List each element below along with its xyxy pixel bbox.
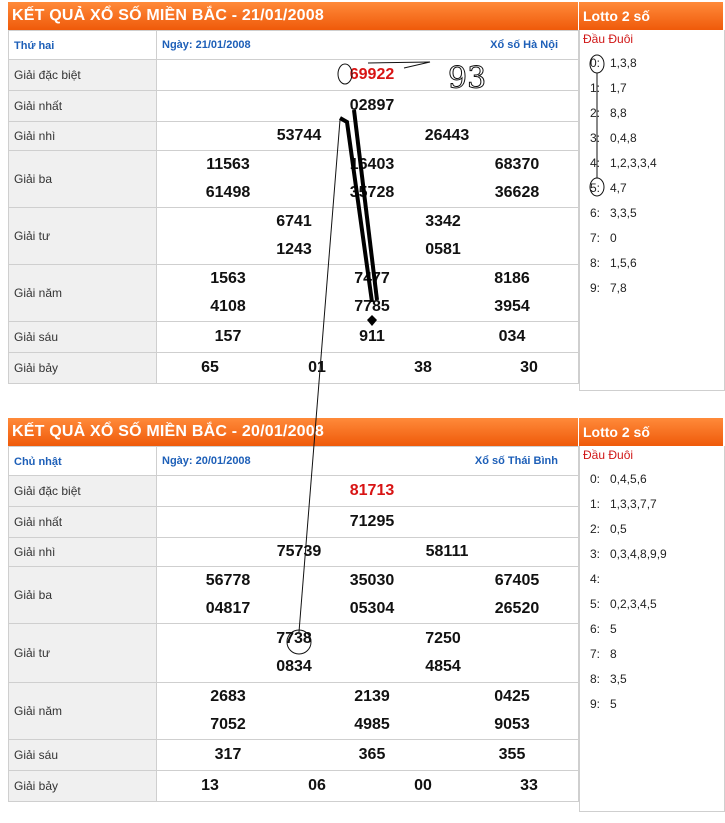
panel-title: KẾT QUẢ XỔ SỐ MIỀN BẮC - 20/01/2008: [12, 423, 324, 440]
lotto-row: 1: 1,7: [590, 81, 627, 95]
lotto-header: Đầu Đuôi: [583, 448, 634, 462]
draw-province: Xổ số Thái Bình: [474, 455, 558, 467]
result-panel-1: [8, 2, 723, 392]
lotto-title: Lotto 2 số: [583, 8, 650, 24]
results-table: [8, 30, 579, 384]
lotto-row: 0: 1,3,8: [590, 56, 637, 70]
prize-row-tu: [9, 208, 579, 265]
prize-number: 68370: [494, 156, 540, 173]
prize-label: Giải nhì: [9, 538, 157, 567]
prize-number: 4854: [425, 658, 461, 675]
prize-number: 33: [520, 777, 538, 794]
lotto-header: Đầu Đuôi: [583, 32, 634, 46]
prize-label: Giải ba: [9, 151, 157, 208]
prize-number: 3954: [494, 298, 530, 315]
prize-number: 56778: [205, 572, 251, 589]
prize-label: Giải năm: [9, 265, 157, 322]
panel-header: [8, 2, 723, 30]
prize-label: Giải nhất: [9, 507, 157, 538]
lotto-row: 4:: [590, 572, 601, 586]
prize-number: 157: [214, 328, 242, 345]
lotto-row: 5: 0,2,3,4,5: [590, 597, 657, 611]
prize-number: 16403: [349, 156, 395, 173]
prize-number: 2139: [354, 688, 390, 705]
lotto-row: 2: 8,8: [590, 106, 627, 120]
prize-number: 7785: [354, 298, 390, 315]
lotto-row: 8: 1,5,6: [590, 256, 637, 270]
prize-number: 4108: [210, 298, 246, 315]
prize-number: 365: [358, 746, 386, 763]
prize-number: 58111: [425, 543, 469, 560]
prize-number: 00: [414, 777, 432, 794]
prize-number: 911: [359, 328, 385, 345]
prize-number: 4985: [354, 716, 390, 733]
lotto-row: 9: 7,8: [590, 281, 627, 295]
prize-row-ba: [9, 567, 579, 624]
lotto-row: 6: 5: [590, 622, 617, 636]
prize-number: 35030: [349, 572, 395, 589]
prize-label: Giải sáu: [9, 322, 157, 353]
prize-number: 7250: [425, 630, 461, 647]
prize-label: Giải nhì: [9, 122, 157, 151]
lotto-row: 7: 0: [590, 231, 617, 245]
panel-title: KẾT QUẢ XỔ SỐ MIỀN BẮC - 21/01/2008: [12, 7, 324, 24]
handwritten-note: 93: [448, 61, 487, 96]
prize-number: 3342: [425, 213, 461, 230]
prize-label: Giải bảy: [9, 353, 157, 384]
prize-number: 6741: [276, 213, 312, 230]
prize-row-nhi: [9, 538, 579, 567]
prize-row-nam: [9, 265, 579, 322]
prize-row-nhi: [9, 122, 579, 151]
prize-row-sau: [9, 740, 579, 771]
prize-number: 11563: [206, 156, 250, 173]
prize-row-sau: [9, 322, 579, 353]
prize-row-nhat: [9, 91, 579, 122]
prize-number: 9053: [494, 716, 530, 733]
lotto-row: 4: 1,2,3,3,4: [590, 156, 657, 170]
prize-number: 36628: [494, 184, 540, 201]
prize-row-nhat: [9, 507, 579, 538]
lotto-row: 1: 1,3,3,7,7: [590, 497, 657, 511]
prize-number: 2683: [210, 688, 246, 705]
prize-number: 7477: [354, 270, 390, 287]
lotto-row: 6: 3,3,5: [590, 206, 637, 220]
prize-number: 1563: [210, 270, 246, 287]
prize-row-bay: [9, 353, 579, 384]
lotto-row: 0: 0,4,5,6: [590, 472, 647, 486]
prize-label: Giải tư: [9, 624, 157, 683]
prize-label: Giải năm: [9, 683, 157, 740]
prize-label: Giải đặc biệt: [9, 60, 157, 91]
lotto-row: 2: 0,5: [590, 522, 627, 536]
prize-row-tu: [9, 624, 579, 683]
prize-number: 67405: [494, 572, 540, 589]
prize-number: 30: [520, 359, 538, 376]
prize-label: Giải sáu: [9, 740, 157, 771]
draw-day: Thứ hai: [14, 40, 55, 52]
prize-row-ba: [9, 151, 579, 208]
prize-number: 53744: [276, 127, 322, 144]
prize-number: 1243: [276, 241, 312, 258]
prize-number: 26520: [494, 600, 540, 617]
prize-number: 38: [414, 359, 432, 376]
lotto-2-so-box: [579, 446, 725, 812]
prize-number: 65: [201, 359, 219, 376]
prize-number: 02897: [349, 97, 395, 114]
prize-number: 7052: [210, 716, 246, 733]
prize-number: 75739: [276, 543, 322, 560]
prize-number: 61498: [205, 184, 251, 201]
draw-date: Ngày: 21/01/2008: [162, 39, 251, 51]
lotto-row: 7: 8: [590, 647, 617, 661]
prize-number: 35728: [349, 184, 395, 201]
prize-label: Giải tư: [9, 208, 157, 265]
result-panel-2: [8, 418, 723, 813]
lotto-row: 3: 0,3,4,8,9,9: [590, 547, 667, 561]
results-table: [8, 446, 579, 802]
prize-row-dac-biet: [9, 476, 579, 507]
prize-label: Giải nhất: [9, 91, 157, 122]
lotto-row: 8: 3,5: [590, 672, 627, 686]
lotto-row: 9: 5: [590, 697, 617, 711]
prize-number: 317: [214, 746, 242, 763]
prize-number: 71295: [349, 513, 395, 530]
lotto-row: 3: 0,4,8: [590, 131, 637, 145]
prize-number: 01: [308, 359, 326, 376]
prize-number: 81713: [349, 482, 395, 499]
lotto-row: 5: 4,7: [590, 181, 627, 195]
prize-number: 8186: [494, 270, 530, 287]
prize-number: 355: [498, 746, 526, 763]
prize-number: 0581: [425, 241, 461, 258]
prize-label: Giải đặc biệt: [9, 476, 157, 507]
prize-number: 0834: [276, 658, 312, 675]
draw-date: Ngày: 20/01/2008: [162, 455, 251, 467]
prize-number: 69922: [349, 66, 395, 83]
draw-province: Xổ số Hà Nội: [490, 39, 558, 51]
prize-number: 05304: [349, 600, 395, 617]
prize-label: Giải bảy: [9, 771, 157, 802]
prize-row-nam: [9, 683, 579, 740]
prize-row-dac-biet: [9, 60, 579, 91]
prize-row-bay: [9, 771, 579, 802]
prize-number: 7738: [276, 630, 312, 647]
lotto-title: Lotto 2 số: [583, 424, 650, 440]
prize-number: 034: [498, 328, 526, 345]
prize-label: Giải ba: [9, 567, 157, 624]
draw-day: Chủ nhật: [14, 456, 62, 468]
prize-number: 06: [308, 777, 326, 794]
prize-number: 04817: [205, 600, 251, 617]
prize-number: 0425: [494, 688, 530, 705]
prize-number: 26443: [424, 127, 470, 144]
prize-number: 13: [201, 777, 219, 794]
panel-header: [8, 418, 723, 446]
lotto-2-so-box: [579, 30, 725, 391]
